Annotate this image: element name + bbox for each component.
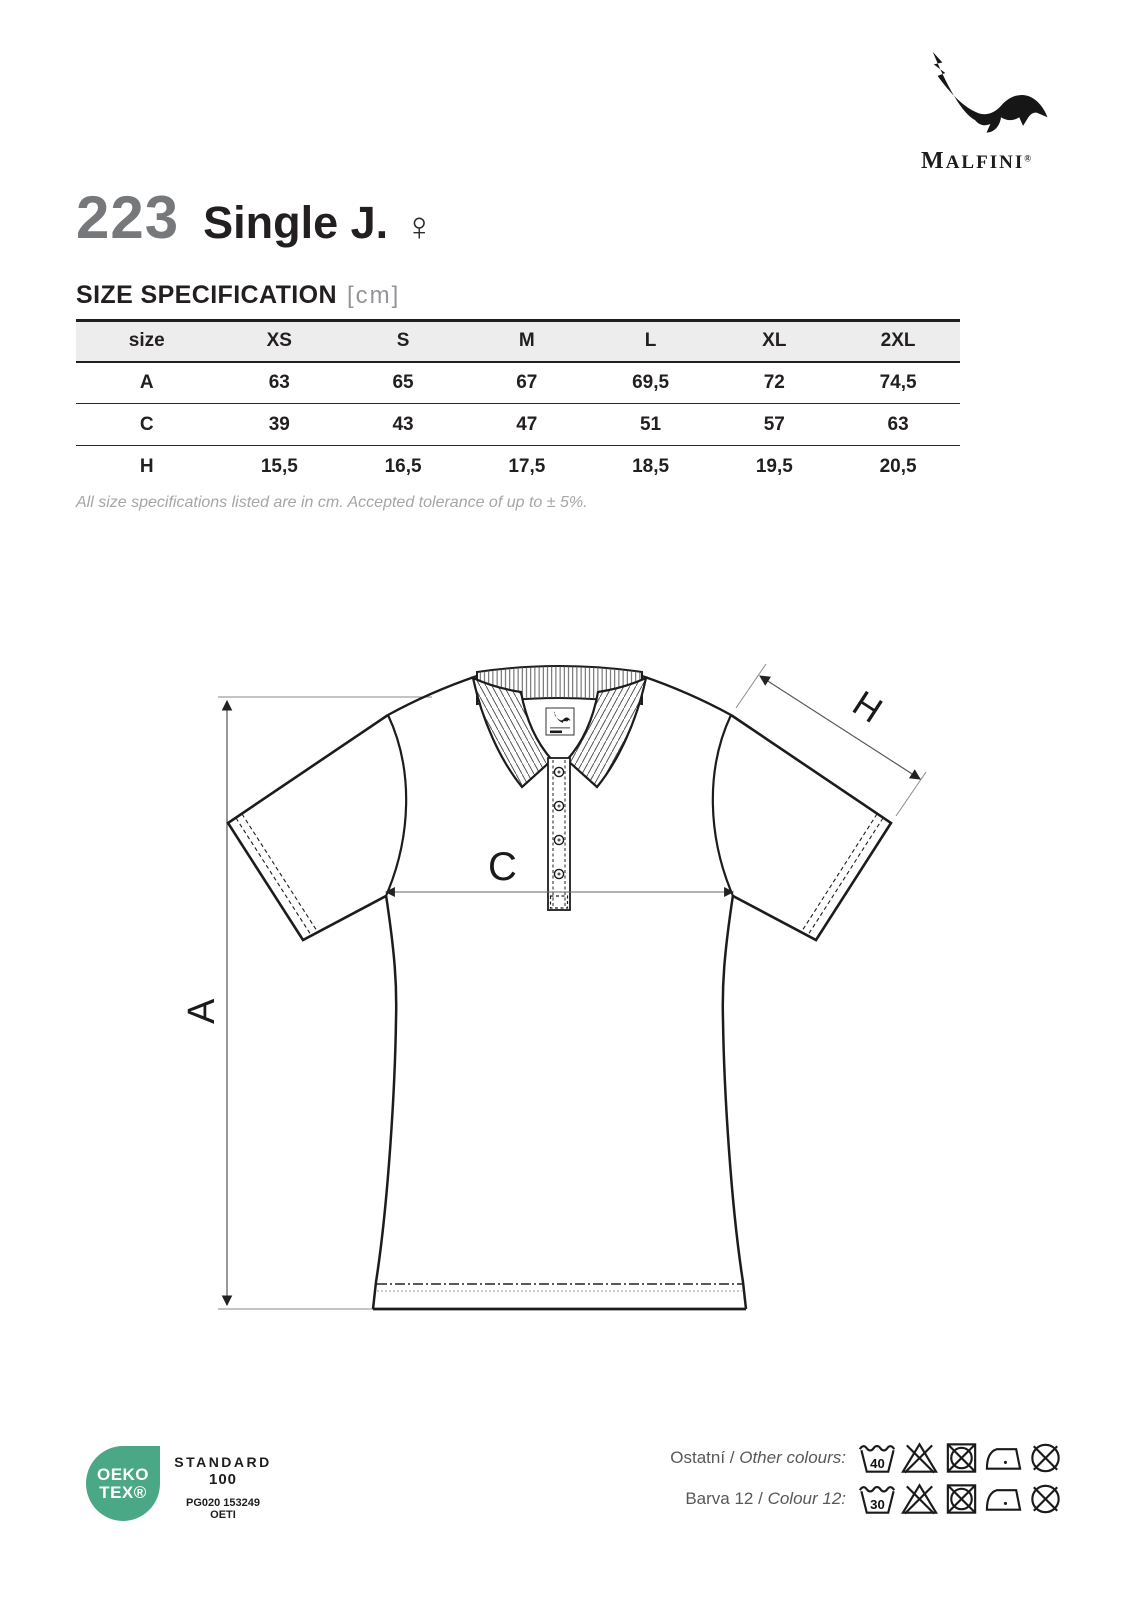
row-label: H	[139, 455, 154, 477]
col-header: XS	[266, 330, 292, 352]
oeko-line1: OEKO	[96, 1464, 150, 1484]
col-header: XL	[762, 330, 787, 352]
wordmark-initial: M	[921, 148, 946, 174]
cell: 72	[763, 371, 785, 393]
do-not-dry-clean-icon	[1026, 1482, 1065, 1516]
oeko-tex-icon	[86, 1446, 160, 1521]
col-header: M	[518, 330, 535, 352]
size-table-wrap	[76, 319, 960, 488]
polo-shirt-diagram	[180, 620, 940, 1320]
iron-low-temp-icon	[984, 1482, 1023, 1516]
iron-low-temp-icon	[984, 1441, 1023, 1475]
svg-text:40: 40	[870, 1456, 885, 1472]
product-name: Single J.	[203, 197, 389, 248]
do-not-bleach-icon	[900, 1441, 939, 1475]
malfini-bird-icon	[902, 50, 1050, 146]
spec-title: SIZE SPECIFICATION	[76, 281, 337, 309]
dimension-a-label: A	[181, 998, 223, 1024]
care-row-label	[670, 1448, 846, 1468]
table-row	[76, 362, 960, 404]
care-label-en: Other colours:	[739, 1448, 846, 1467]
col-header: size	[128, 330, 165, 352]
brand-logo	[898, 50, 1054, 175]
cell: 19,5	[755, 455, 793, 477]
oeko-standard: STANDARD	[174, 1454, 272, 1470]
product-title	[76, 184, 435, 251]
cell: 15,5	[260, 455, 298, 477]
do-not-tumble-dry-icon	[942, 1482, 981, 1516]
product-code: 223	[76, 184, 180, 251]
cell: 17,5	[508, 455, 546, 477]
care-label-cz: Barva 12 /	[685, 1489, 768, 1508]
cell: 74,5	[879, 371, 917, 393]
care-row-colour-12	[670, 1482, 1065, 1516]
table-row	[76, 446, 960, 488]
do-not-bleach-icon	[900, 1482, 939, 1516]
care-row-other-colours	[670, 1441, 1065, 1475]
dimension-h	[736, 664, 926, 816]
care-instructions	[670, 1441, 1065, 1516]
table-header-row	[76, 321, 960, 362]
oeko-cert-number: PG020 153249	[185, 1497, 260, 1509]
oeko-institute: OETI	[210, 1509, 236, 1521]
oeko-tex-certification	[86, 1446, 273, 1521]
spec-unit: [cm]	[346, 282, 401, 309]
oeko-number: 100	[208, 1471, 238, 1488]
care-label-en: Colour 12:	[767, 1489, 846, 1508]
row-label: C	[139, 413, 154, 435]
cell: 20,5	[879, 455, 917, 477]
registered-mark: ®	[1024, 153, 1031, 164]
dimension-a	[181, 697, 432, 1309]
cell: 63	[268, 371, 290, 393]
tolerance-note: All size specifications listed are in cm. Accepted tolerance of up to ± 5%.	[76, 494, 588, 511]
oeko-line2: TEX®	[99, 1482, 147, 1502]
oeko-text-block	[173, 1446, 273, 1521]
table-row	[76, 404, 960, 446]
cell: 67	[516, 371, 538, 393]
col-header: 2XL	[880, 330, 916, 352]
cell: 18,5	[632, 455, 670, 477]
cell: 43	[392, 413, 414, 435]
cell: 51	[639, 413, 662, 435]
brand-wordmark	[898, 148, 1054, 175]
care-label-cz: Ostatní /	[670, 1448, 740, 1467]
wordmark-rest: ALFINI	[945, 152, 1025, 173]
neck-label	[546, 708, 574, 735]
cell: 57	[763, 413, 785, 435]
dimension-h-label: H	[845, 682, 890, 731]
cell: 65	[392, 371, 414, 393]
size-spec-heading	[76, 281, 400, 310]
cell: 16,5	[384, 455, 422, 477]
dimension-c-label: C	[488, 845, 517, 889]
wash-temp-icon	[858, 1482, 897, 1516]
wash-temp-icon	[858, 1441, 897, 1475]
cell: 63	[887, 413, 909, 435]
col-header: S	[396, 330, 410, 352]
female-gender-icon: ♀	[404, 205, 435, 249]
row-label: A	[139, 371, 154, 393]
care-row-label	[685, 1489, 846, 1509]
cell: 69,5	[632, 371, 670, 393]
cell: 39	[268, 413, 290, 435]
svg-text:30: 30	[870, 1497, 885, 1513]
do-not-dry-clean-icon	[1026, 1441, 1065, 1475]
button-placket	[548, 758, 570, 910]
col-header: L	[644, 330, 657, 352]
size-table	[76, 319, 960, 488]
cell: 47	[516, 413, 538, 435]
do-not-tumble-dry-icon	[942, 1441, 981, 1475]
